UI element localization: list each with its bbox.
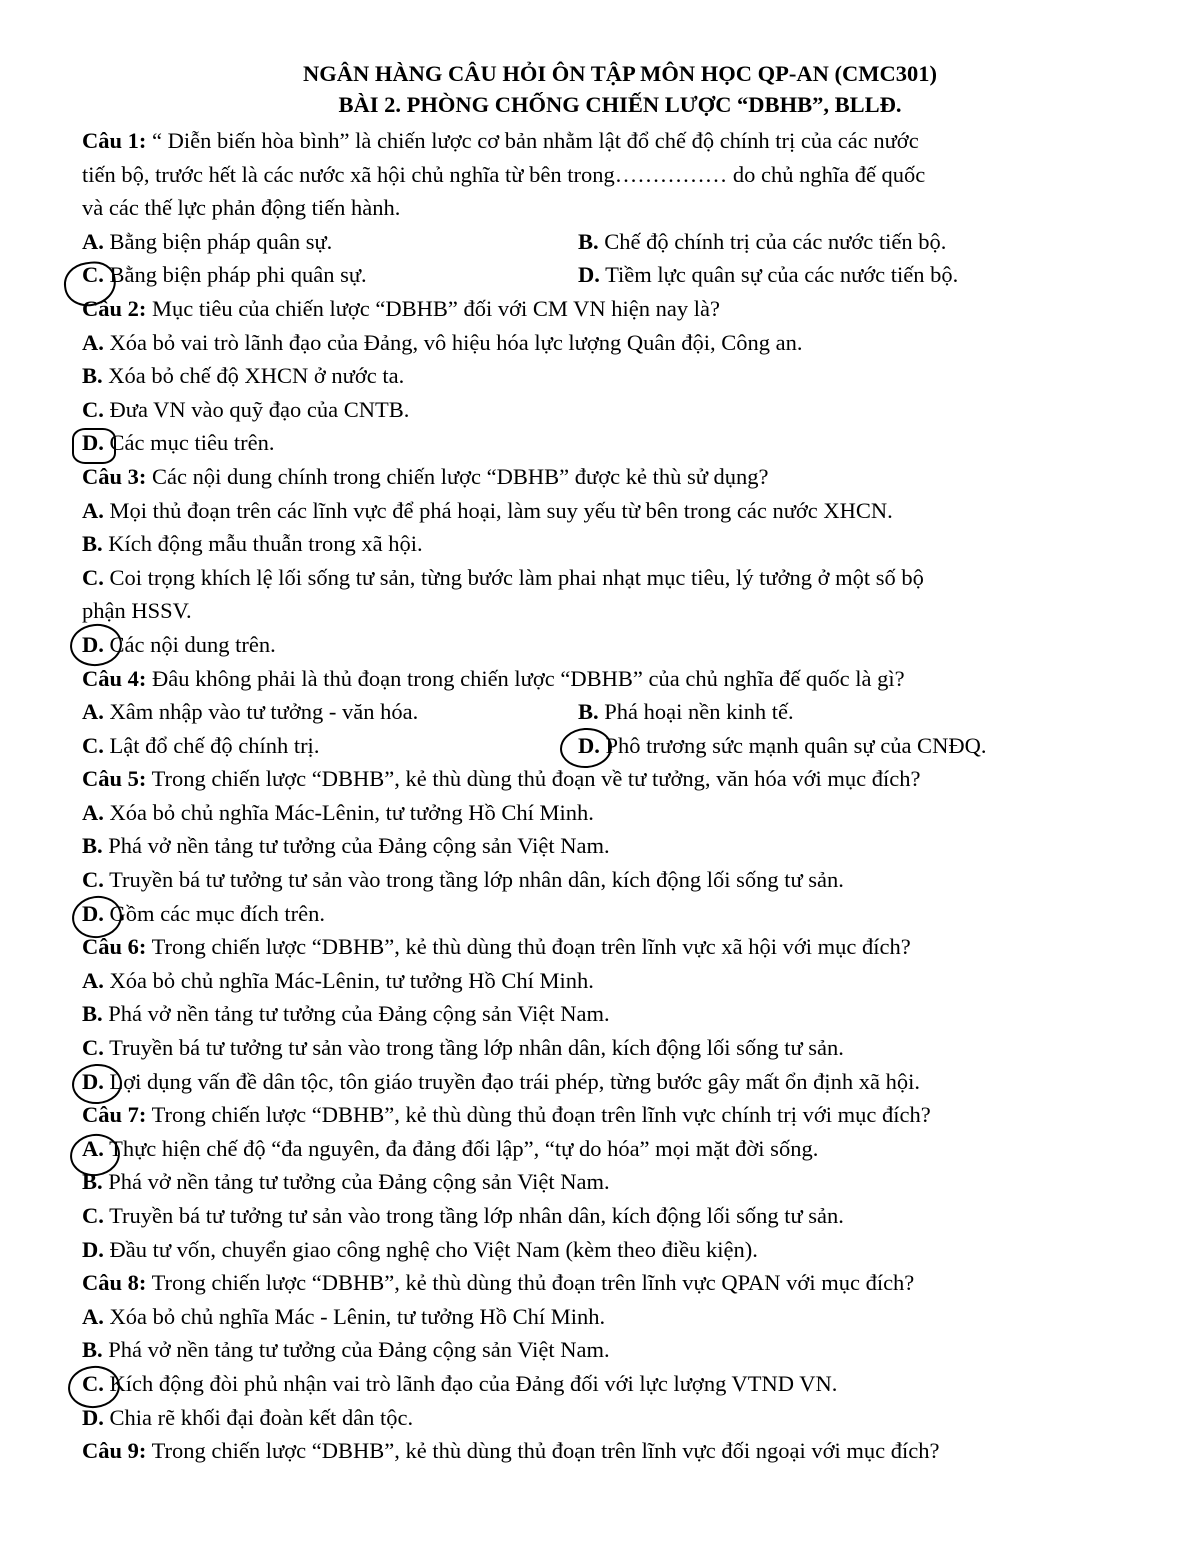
option-b: B. Phá vở nền tảng tư tưởng của Đảng cộng sản Việt Nam. — [82, 833, 610, 859]
option-a: A. Xóa bỏ chủ nghĩa Mác-Lênin, tư tưởng Hồ Chí Minh. — [82, 967, 594, 993]
question-4: Câu 4: Đâu không phải là thủ đoạn trong chiến lược “DBHB” của chủ nghĩa đế quốc là gì? — [82, 665, 905, 691]
option-b: B. Phá vở nền tảng tư tưởng của Đảng cộng sản Việt Nam. — [82, 1169, 610, 1195]
option-b: B. Kích động mẫu thuẫn trong xã hội. — [82, 531, 423, 557]
question-list — [82, 124, 1122, 1468]
option-b: B. Phá vở nền tảng tư tưởng của Đảng cộng sản Việt Nam. — [82, 1001, 610, 1027]
option-d: D. Phô trương sức mạnh quân sự của CNĐQ. — [578, 732, 987, 758]
question-6: Câu 6: Trong chiến lược “DBHB”, kẻ thù dùng thủ đoạn trên lĩnh vực xã hội với mục đích? — [82, 934, 911, 960]
option-c: C. Truyền bá tư tưởng tư sản vào trong tầng lớp nhân dân, kích động lối sống tư sản. — [82, 1035, 844, 1061]
question-1 — [82, 124, 1122, 158]
option-a: A. Xâm nhập vào tư tưởng - văn hóa. — [82, 699, 419, 725]
option-a: A. Bằng biện pháp quân sự. — [82, 228, 333, 254]
option-c: C. Lật đổ chế độ chính trị. — [82, 732, 320, 758]
option-row — [82, 258, 1122, 292]
option-a: A. Thực hiện chế độ “đa nguyên, đa đảng đối lập”, “tự do hóa” mọi mặt đời sống. — [82, 1135, 819, 1161]
option-a: A. Xóa bỏ chủ nghĩa Mác-Lênin, tư tưởng Hồ Chí Minh. — [82, 799, 594, 825]
option-a: A. Mọi thủ đoạn trên các lĩnh vực để phá hoại, làm suy yếu từ bên trong các nước XHCN. — [82, 497, 893, 523]
option-c: C. Coi trọng khích lệ lối sống tư sản, từng bước làm phai nhạt mục tiêu, lý tưởng ở một số bộ — [82, 564, 924, 590]
option-row — [82, 695, 1122, 729]
option-c: C. Truyền bá tư tưởng tư sản vào trong tầng lớp nhân dân, kích động lối sống tư sản. — [82, 867, 844, 893]
option-d: D. Các mục tiêu trên. — [82, 430, 275, 456]
option-b: B. Xóa bỏ chế độ XHCN ở nước ta. — [82, 363, 405, 389]
document-title: NGÂN HÀNG CÂU HỎI ÔN TẬP MÔN HỌC QP-AN (CMC301) — [303, 61, 937, 86]
option-b: B. Phá vở nền tảng tư tưởng của Đảng cộng sản Việt Nam. — [82, 1337, 610, 1363]
question-1-line2: tiến bộ, trước hết là các nước xã hội chủ nghĩa từ bên trong…………… do chủ nghĩa đế quốc — [82, 161, 926, 187]
option-d: D. Gồm các mục đích trên. — [82, 900, 326, 926]
document-subtitle: BÀI 2. PHÒNG CHỐNG CHIẾN LƯỢC “DBHB”, BLLĐ. — [338, 92, 902, 117]
option-d: D. Các nội dung trên. — [82, 631, 276, 657]
question-2: Câu 2: Mục tiêu của chiến lược “DBHB” đối với CM VN hiện nay là? — [82, 295, 720, 321]
option-row — [82, 225, 1122, 259]
option-c: C. Truyền bá tư tưởng tư sản vào trong tầng lớp nhân dân, kích động lối sống tư sản. — [82, 1203, 844, 1228]
option-b: B. Chế độ chính trị của các nước tiến bộ. — [578, 228, 947, 254]
option-d: D. Đầu tư vốn, chuyển giao công nghệ cho Việt Nam (kèm theo điều kiện). — [82, 1236, 758, 1262]
question-1-line3: và các thế lực phản động tiến hành. — [82, 195, 401, 221]
question-5: Câu 5: Trong chiến lược “DBHB”, kẻ thù dùng thủ đoạn về tư tưởng, văn hóa với mục đích? — [82, 766, 921, 792]
question-3: Câu 3: Các nội dung chính trong chiến lược “DBHB” được kẻ thù sử dụng? — [82, 463, 769, 489]
question-7: Câu 7: Trong chiến lược “DBHB”, kẻ thù dùng thủ đoạn trên lĩnh vực chính trị với mục đích? — [82, 1102, 931, 1128]
option-a: A. Xóa bỏ vai trò lãnh đạo của Đảng, vô hiệu hóa lực lượng Quân đội, Công an. — [82, 329, 803, 355]
option-d: D. Lợi dụng vấn đề dân tộc, tôn giáo truyền đạo trái phép, từng bước gây mất ổn định xã hội. — [82, 1068, 921, 1094]
question-8: Câu 8: Trong chiến lược “DBHB”, kẻ thù dùng thủ đoạn trên lĩnh vực QPAN với mục đích? — [82, 1270, 915, 1296]
option-a: A. Xóa bỏ chủ nghĩa Mác - Lênin, tư tưởng Hồ Chí Minh. — [82, 1303, 606, 1329]
option-c: C. Kích động đòi phủ nhận vai trò lãnh đạo của Đảng đối với lực lượng VTND VN. — [82, 1370, 838, 1396]
option-row — [82, 729, 1122, 763]
option-c: C. Đưa VN vào quỹ đạo của CNTB. — [82, 396, 410, 422]
option-c-line2: phận HSSV. — [82, 598, 192, 624]
question-text: “ Diễn biến hòa bình” là chiến lược cơ bản nhằm lật đổ chế độ chính trị của các nước — [146, 128, 919, 153]
option-d: D. Tiềm lực quân sự của các nước tiến bộ. — [578, 262, 959, 288]
option-d: D. Chia rẽ khối đại đoàn kết dân tộc. — [82, 1404, 414, 1430]
question-9: Câu 9: Trong chiến lược “DBHB”, kẻ thù dùng thủ đoạn trên lĩnh vực đối ngoại với mục đích? — [82, 1438, 940, 1464]
option-b: B. Phá hoại nền kinh tế. — [578, 699, 794, 725]
option-c: C. Bằng biện pháp phi quân sự. — [82, 262, 367, 288]
question-label: Câu 1: — [82, 128, 147, 153]
